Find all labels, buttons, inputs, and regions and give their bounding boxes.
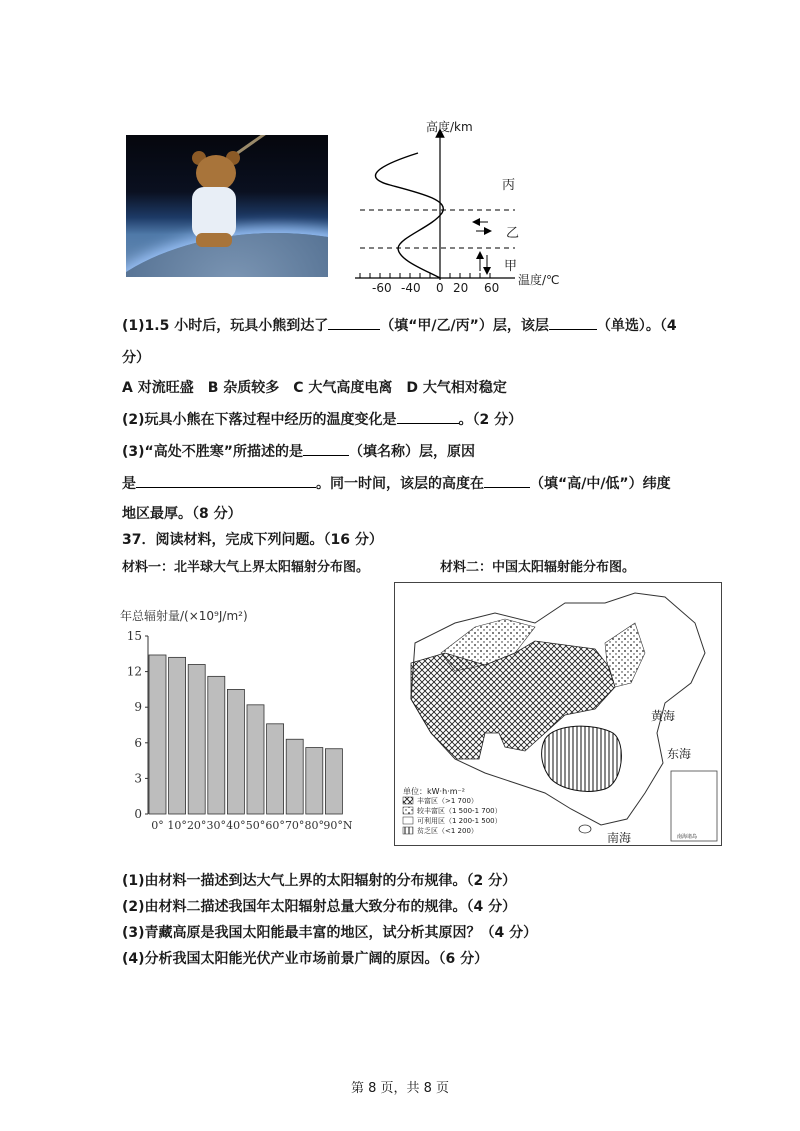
bar-9 [325, 749, 342, 814]
q37-sub4: (4)分析我国太阳能光伏产业市场前景广阔的原因。（6 分） [122, 951, 489, 967]
answer-blank[interactable] [484, 473, 530, 488]
chart-y-label: 年总辐射量/(×10⁹J/m²) [120, 609, 248, 623]
x-tick-label: 80° [304, 819, 325, 832]
q36-part3: (3)“高处不胜寒”所描述的是 （填名称）层，原因 [122, 441, 475, 461]
legend-item: 可利用区（1 200-1 500） [417, 817, 502, 825]
x-tick-label: 30° [206, 819, 227, 832]
bar-4 [227, 689, 244, 814]
y-tick-label: 3 [134, 771, 142, 786]
answer-blank[interactable] [136, 473, 316, 488]
tick-label: 20 [453, 281, 469, 295]
y-tick-label: 15 [126, 629, 142, 643]
x-tick-label: 10° [167, 819, 187, 832]
layer-label-jia: 甲 [504, 259, 518, 274]
bar-7 [286, 739, 303, 814]
label-huanghai: 黄海 [651, 709, 676, 723]
y-tick-label: 9 [134, 700, 142, 715]
tick-label: 60 [484, 281, 500, 295]
answer-blank[interactable] [549, 315, 597, 330]
bar-5 [247, 705, 264, 814]
q36-part2: (2)玩具小熊在下落过程中经历的温度变化是 。（2 分） [122, 409, 522, 429]
layer-label-bing: 丙 [502, 178, 516, 193]
bar-6 [267, 724, 284, 814]
x-axis-label: 温度/℃ [518, 273, 560, 287]
south-sea-inset [671, 771, 717, 841]
x-tick-label: 20° [186, 819, 207, 832]
y-tick-label: 12 [126, 664, 142, 679]
answer-blank[interactable] [328, 315, 380, 330]
poor-region [542, 726, 622, 791]
q36-part3-end: 地区最厚。（8 分） [122, 506, 242, 522]
material2-caption: 材料二：中国太阳辐射能分布图。 [440, 560, 636, 575]
q36-options: A 对流旺盛 B 杂质较多 C 大气高度电离 D 大气相对稳定 [122, 380, 507, 396]
q37-sub1: (1)由材料一描述到达大气上界的太阳辐射的分布规律。（2 分） [122, 873, 517, 889]
q37-sub3: (3)青藏高原是我国太阳能最丰富的地区，试分析其原因？（4 分） [122, 925, 538, 941]
x-tick-label: 90°N [323, 819, 353, 832]
answer-blank[interactable] [397, 409, 459, 424]
bar-3 [208, 676, 225, 814]
q37-title: 37．阅读材料，完成下列问题。（16 分） [122, 532, 383, 548]
label-donghai: 东海 [667, 747, 692, 761]
temperature-curve [375, 153, 443, 278]
q37-sub2: (2)由材料二描述我国年太阳辐射总量大致分布的规律。（4 分） [122, 899, 517, 915]
bar-8 [306, 748, 323, 814]
legend [417, 796, 502, 836]
inset-caption: 南海诸岛 [677, 834, 698, 840]
x-tick-label: 50° [245, 819, 266, 832]
legend-item: 丰富区（>1 700） [417, 797, 478, 805]
x-tick-label: 40° [226, 819, 246, 832]
teddy-bear-photo [126, 135, 328, 277]
x-tick-label: 70° [284, 819, 305, 832]
label-nanhai: 南海 [607, 831, 632, 845]
material1-caption: 材料一：北半球大气上界太阳辐射分布图。 [122, 560, 370, 575]
page-footer: 第 8 页，共 8 页 [350, 1081, 450, 1096]
tick-label: 0 [436, 281, 444, 295]
y-tick-label: 0 [134, 807, 142, 821]
answer-blank[interactable] [303, 441, 349, 456]
y-axis-label: 高度/km [426, 120, 473, 134]
q36-part1: (1)1.5 小时后，玩具小熊到达了 （填“甲/乙/丙”）层，该层 （单选）。（4 [122, 315, 677, 335]
q36-part3-reason: 是 。同一时间，该层的高度在 （填“高/中/低”）纬度 [122, 473, 671, 493]
tick-label: -40 [401, 281, 421, 295]
y-tick-label: 6 [134, 735, 142, 750]
solar-radiation-bar-chart [118, 602, 358, 840]
legend-item: 较丰富区（1 500-1 700） [417, 807, 502, 815]
q36-part1-score: 分） [122, 350, 150, 366]
legend-item: 贫乏区（<1 200） [417, 827, 478, 835]
bar-0 [149, 655, 166, 814]
x-tick-label: 60° [265, 819, 285, 832]
bar-1 [169, 657, 186, 814]
bar-2 [188, 664, 205, 814]
layer-label-yi: 乙 [506, 226, 520, 241]
x-tick-label: 0° [151, 819, 164, 832]
china-solar-map [394, 582, 722, 846]
tick-label: -60 [372, 281, 392, 295]
legend-unit: 单位：kW·h·m⁻² [403, 787, 465, 796]
